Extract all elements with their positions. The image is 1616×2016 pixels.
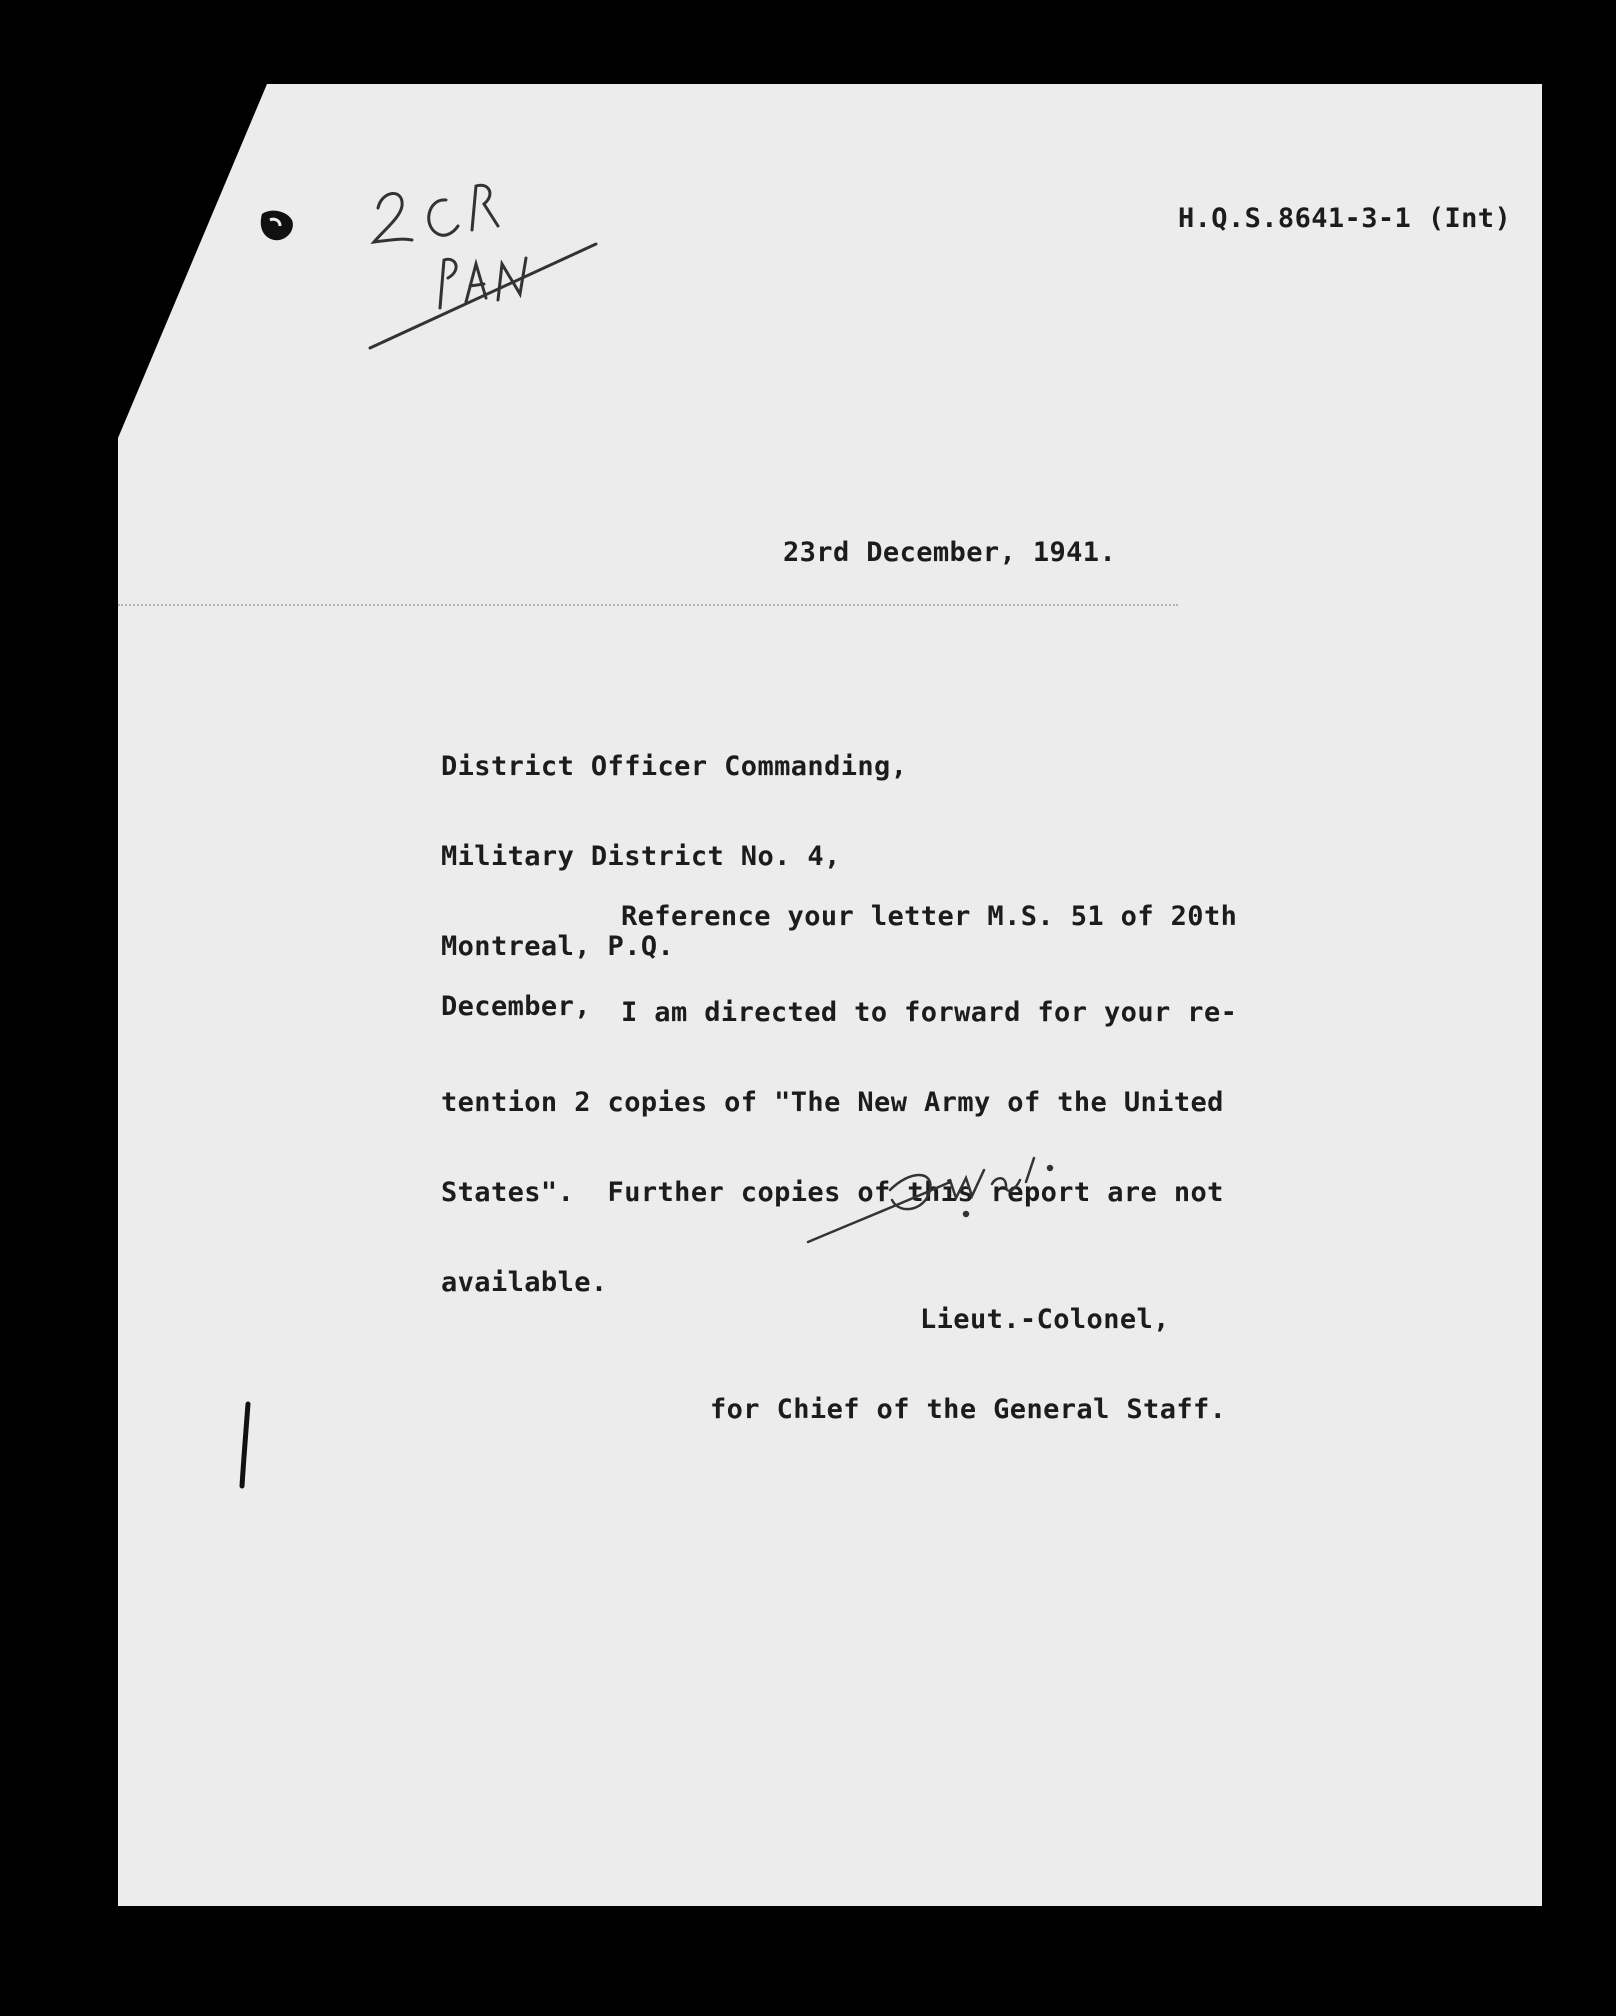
signatory-behalf: for Chief of the General Staff. bbox=[710, 1394, 1227, 1425]
fold-line bbox=[118, 604, 1178, 606]
handwritten-signature bbox=[800, 1130, 1180, 1250]
address-line: District Officer Commanding, bbox=[441, 751, 908, 782]
ink-blot-mark bbox=[256, 204, 300, 248]
paragraph-line: States". Further copies of this report are not bbox=[441, 1177, 1224, 1208]
file-reference: H.Q.S.8641-3-1 (Int) bbox=[1178, 203, 1512, 234]
paragraph-line: Reference your letter M.S. 51 of 20th bbox=[621, 901, 1238, 932]
letter-date: 23rd December, 1941. bbox=[783, 537, 1117, 568]
paragraph-line: available. bbox=[441, 1267, 608, 1298]
handwritten-note bbox=[360, 160, 600, 350]
signature-block bbox=[710, 1245, 1226, 1485]
address-line: Montreal, P.Q. bbox=[441, 931, 675, 962]
paragraph-line: I am directed to forward for your re- bbox=[621, 997, 1238, 1028]
margin-ink-stroke bbox=[236, 1400, 256, 1490]
paragraph-line: tention 2 copies of "The New Army of the United bbox=[441, 1087, 1224, 1118]
paragraph-line: December, bbox=[441, 991, 591, 1022]
address-line: Military District No. 4, bbox=[441, 841, 841, 872]
signatory-rank: Lieut.-Colonel, bbox=[920, 1304, 1170, 1335]
